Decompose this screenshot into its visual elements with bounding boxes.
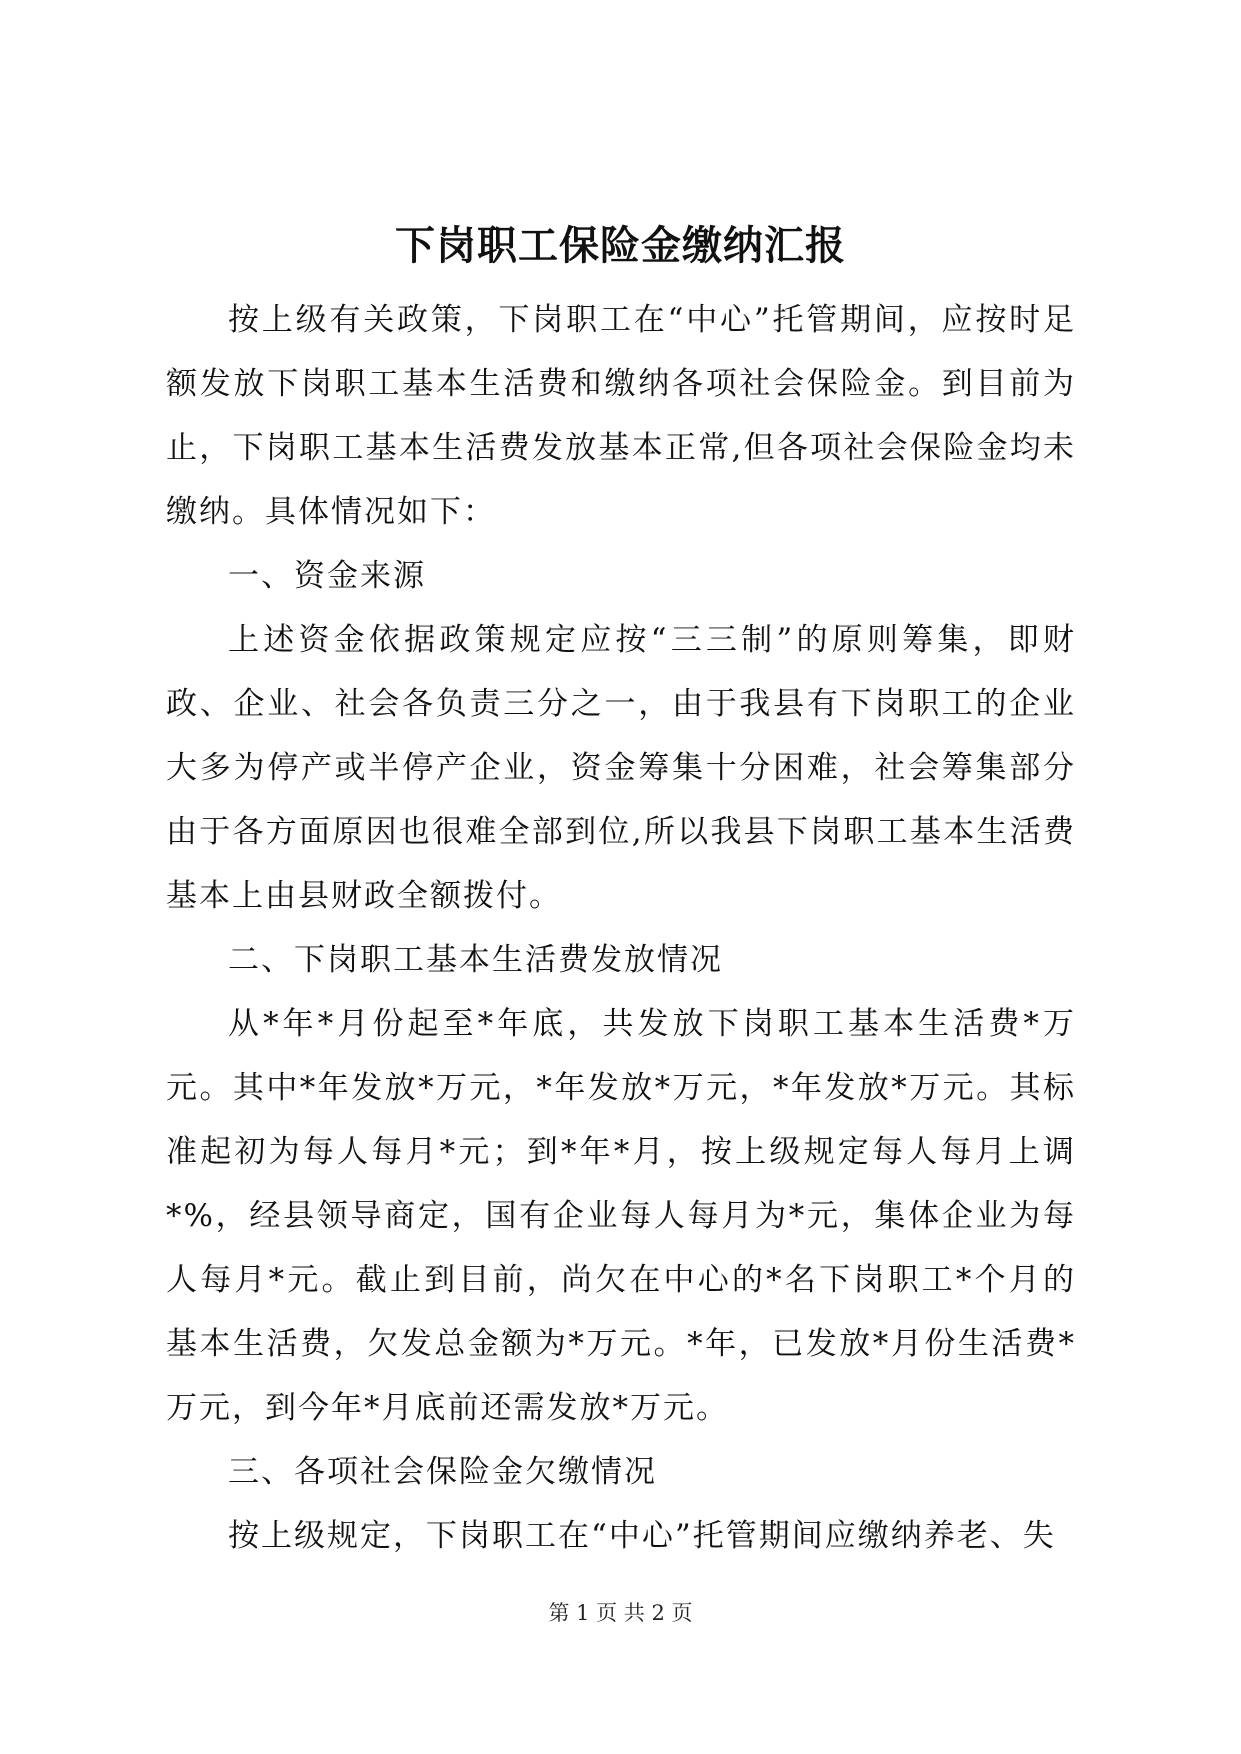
intro-paragraph: 按上级有关政策，下岗职工在“中心”托管期间，应按时足额发放下岗职工基本生活费和缴纳各项社会保险金。到目前为止，下岗职工基本生活费发放基本正常,但各项社会保险金均未缴纳。具体情况如下： [166, 302, 1076, 530]
funding-source-paragraph: 上述资金依据政策规定应按“三三制”的原则筹集，即财政、企业、社会各负责三分之一，由于我县有下岗职工的企业大多为停产或半停产企业，资金筹集十分困难，社会筹集部分由于各方面原因也很难全部到位,所以我县下岗职工基本生活费基本上由县财政全额拨付。 [166, 622, 1076, 914]
living-allowance-paragraph: 从*年*月份起至*年底，共发放下岗职工基本生活费*万元。其中*年发放*万元，*年发放*万元，*年发放*万元。其标准起初为每人每月*元；到*年*月，按上级规定每人每月上调*%，经县领导商定，国有企业每人每月为*元，集体企业为每人每月*元。截止到目前，尚欠在中心的*名下岗职工*个月的基本生活费，欠发总金额为*万元。*年，已发放*月份生活费*万元，到今年*月底前还需发放*万元。 [166, 1006, 1076, 1426]
section-heading-funding-source: 一、资金来源 [228, 558, 426, 594]
page-number-footer: 第 1 页 共 2 页 [548, 1601, 693, 1625]
section-heading-living-allowance: 二、下岗职工基本生活费发放情况 [228, 942, 723, 978]
document-title: 下岗职工保险金缴纳汇报 [395, 222, 846, 269]
section-heading-insurance-arrears: 三、各项社会保险金欠缴情况 [228, 1454, 657, 1490]
insurance-arrears-paragraph: 按上级规定，下岗职工在“中心”托管期间应缴纳养老、失 [228, 1518, 1056, 1554]
document-body [166, 288, 1076, 1568]
